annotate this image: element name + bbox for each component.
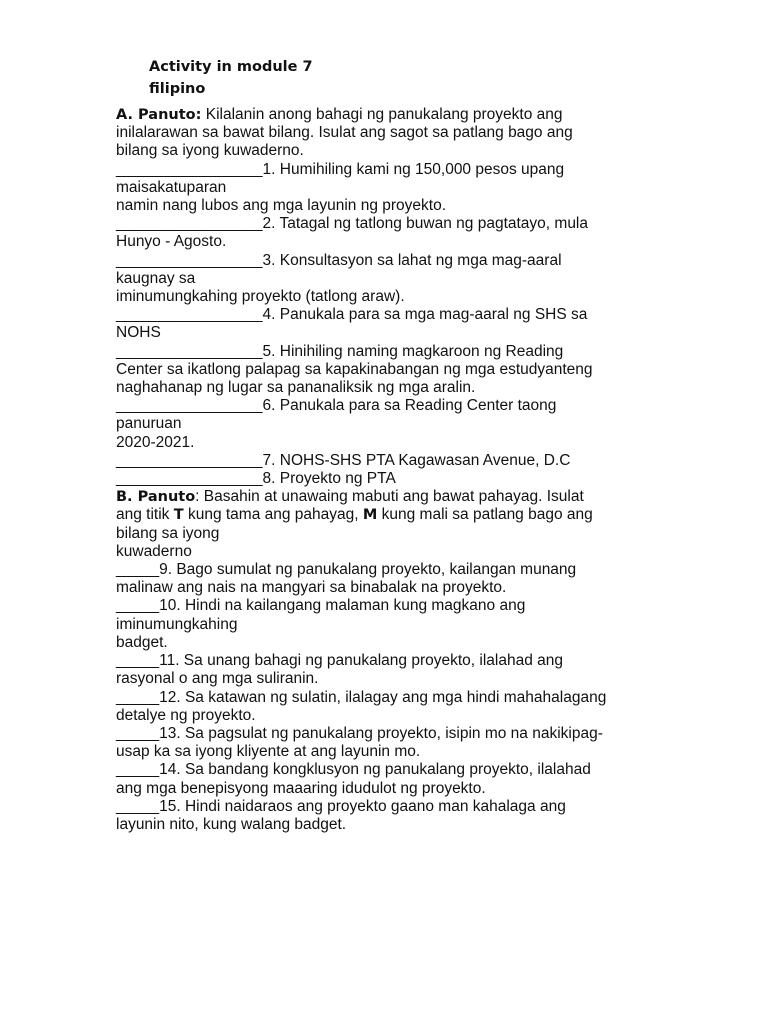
section-b-item-12 [116, 689, 656, 725]
section-a [116, 106, 656, 488]
section-b-item-15 [116, 798, 656, 834]
section-a-item-8 [116, 470, 656, 488]
item-line: 2020-2021. [116, 433, 195, 451]
item-line: _________________2. Tatagal ng tatlong buwan ng pagtatayo, mula [116, 215, 589, 233]
item-line: _________________4. Panukala para sa mga mag-aaral ng SHS sa [116, 306, 588, 324]
section-b-label: B. Panuto [116, 489, 196, 506]
item-line: kaugnay sa [116, 269, 196, 287]
item-line: Hunyo - Agosto. [116, 233, 227, 251]
title-line-1: Activity in module 7 [149, 59, 313, 75]
section-a-item-7 [116, 452, 656, 470]
section-b-item-13 [116, 725, 656, 761]
tama-letter: T [173, 507, 184, 524]
worksheet-title [149, 56, 656, 100]
section-a-item-4 [116, 306, 656, 342]
item-line: _____12. Sa katawan ng sulatin, ilalagay ang mga hindi mahahalagang [116, 688, 607, 706]
item-line: iminumungkahing proyekto (tatlong araw). [116, 288, 405, 306]
section-a-item-2 [116, 215, 656, 251]
item-line: _________________6. Panukala para sa Reading Center taong [116, 397, 557, 415]
section-a-label: A. Panuto: [116, 107, 202, 123]
item-line: _________________3. Konsultasyon sa lahat ng mga mag-aaral [116, 251, 562, 269]
section-a-item-6 [116, 397, 656, 452]
section-b-item-11 [116, 652, 656, 688]
section-b-instruction-line-4: kuwaderno [116, 542, 192, 560]
item-line: _____13. Sa pagsulat ng panukalang proyekto, isipin mo na nakikipag- [116, 724, 603, 742]
item-line: rasyonal o ang mga suliranin. [116, 670, 319, 688]
item-line: naghahanap ng lugar sa pananaliksik ng mga aralin. [116, 379, 476, 397]
section-a-instruction-line-2: inilalarawan sa bawat bilang. Isulat ang sagot sa patlang bago ang [116, 124, 573, 142]
item-line: _________________8. Proyekto ng PTA [116, 470, 396, 488]
item-line: namin nang lubos ang mga layunin ng proyekto. [116, 197, 447, 215]
item-line: _____15. Hindi naidaraos ang proyekto gaano man kahalaga ang [116, 797, 566, 815]
item-line: Center sa ikatlong palapag sa kapakinabangan ng mga estudyanteng [116, 360, 593, 378]
item-line: badget. [116, 633, 168, 651]
section-a-instruction-line-3: bilang sa iyong kuwaderno. [116, 142, 304, 160]
item-line: _________________7. NOHS-SHS PTA Kagawasan Avenue, D.C [116, 451, 571, 469]
title-line-2: filipino [149, 81, 206, 97]
item-line: _____10. Hindi na kailangang malaman kung magkano ang [116, 597, 526, 615]
item-line: _____11. Sa unang bahagi ng panukalang proyekto, ilalahad ang [116, 652, 564, 670]
item-line: malinaw ang nais na mangyari sa binabalak na proyekto. [116, 579, 507, 597]
section-a-item-3 [116, 252, 656, 307]
section-a-instruction-line-1: A. Panuto: Kilalanin anong bahagi ng panukalang proyekto ang [116, 106, 563, 123]
section-b-item-9 [116, 561, 656, 597]
mali-letter: M [362, 507, 378, 524]
section-b-item-14 [116, 761, 656, 797]
item-line: ang mga benepisyong maaaring idudulot ng proyekto. [116, 779, 486, 797]
section-a-item-1 [116, 161, 656, 216]
section-b [116, 488, 656, 834]
item-line: _____9. Bago sumulat ng panukalang proyekto, kailangan munang [116, 561, 577, 579]
section-b-instruction-line-1: B. Panuto: Basahin at unawaing mabuti ang bawat pahayag. Isulat [116, 488, 584, 506]
section-b-instruction-line-3: bilang sa iyong [116, 524, 220, 542]
item-line: NOHS [116, 324, 161, 342]
item-line: _____14. Sa bandang kongklusyon ng panukalang proyekto, ilalahad [116, 761, 591, 779]
item-line: iminumungkahing [116, 615, 238, 633]
item-line: layunin nito, kung walang badget. [116, 815, 347, 833]
item-line: panuruan [116, 415, 182, 433]
item-line: _________________1. Humihiling kami ng 150,000 pesos upang [116, 160, 565, 178]
item-line: detalye ng proyekto. [116, 706, 256, 724]
section-a-item-5 [116, 343, 656, 398]
worksheet-page [116, 56, 656, 834]
section-b-instruction-line-2: ang titik T kung tama ang pahayag, M kung mali sa patlang bago ang [116, 506, 593, 524]
item-line: usap ka sa iyong kliyente at ang layunin mo. [116, 743, 421, 761]
item-line: _________________5. Hinihiling naming magkaroon ng Reading [116, 342, 564, 360]
section-b-item-10 [116, 597, 656, 652]
item-line: maisakatuparan [116, 178, 227, 196]
